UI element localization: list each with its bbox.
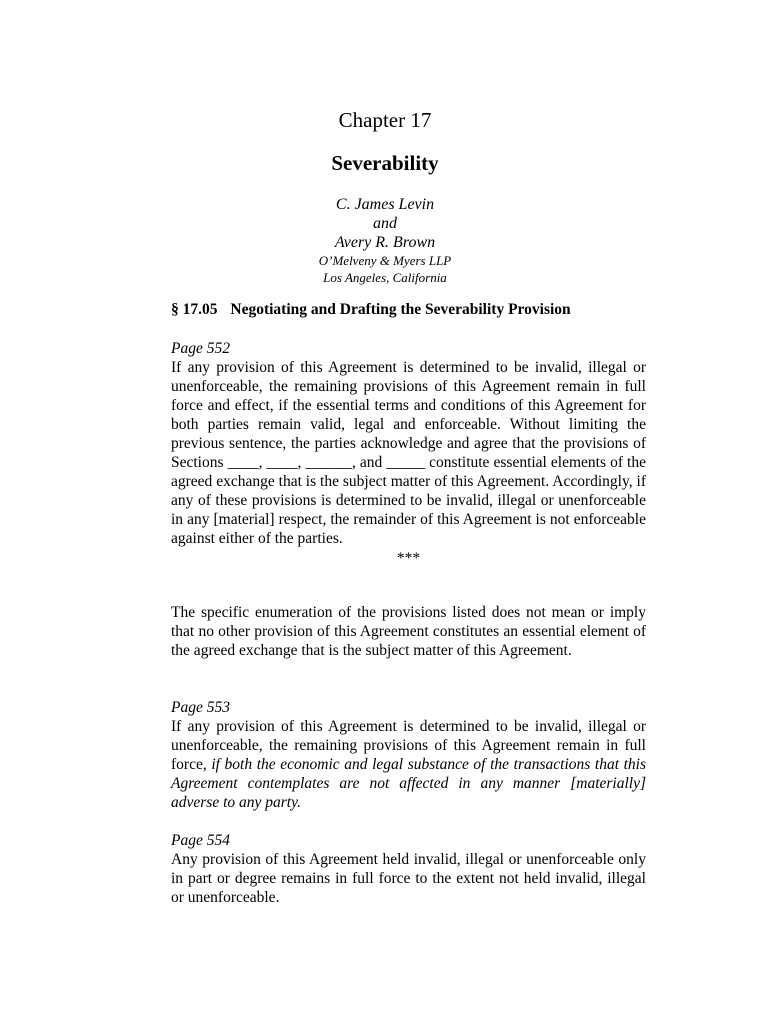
provision-block-554 [171,831,646,907]
chapter-title: Severability [331,151,439,175]
provision-text-italic: if both the economic and legal substance of the transactions that this Agreement contemplates are not affected in any manner [materially] adverse to any party. [171,756,646,811]
provision-block-552 [171,339,646,568]
provision-block-553 [171,698,646,812]
provision-text [171,717,646,812]
provision-text-plain: If any provision of this Agreement is determined to be invalid, illegal or unenforceable, the remaining provisions of this Agreement remain in full force, [171,718,646,773]
page-reference: Page 554 [171,832,230,849]
chapter-number: Chapter 17 [338,108,432,132]
page-reference: Page 552 [171,340,230,357]
firm-location: Los Angeles, California [323,270,447,285]
author-name-1: C. James Levin [335,196,435,213]
author-conjunction: and [373,215,397,232]
separator: *** [396,550,421,567]
section-title: Negotiating and Drafting the Severability Provision [230,301,571,318]
section-heading [171,301,571,319]
enumeration-paragraph [171,603,646,660]
section-number: § 17.05 [171,301,218,318]
author-name-2: Avery R. Brown [334,234,436,251]
author-block [0,195,770,286]
page-reference: Page 553 [171,699,230,716]
provision-text: If any provision of this Agreement is determined to be invalid, illegal or unenforceable, the remaining provisions of this Agreement remain in full force and effect, if the essential terms and conditions of this Agreement for both parties remain valid, legal and enforceable. Without limiting the previous sentence, the parties acknowledge and agree that the provisions of Sections ____, ____, ______, and _____ constitute essential elements of the agreed exchange that is the subject matter of this Agreement. Accordingly, if any of these provisions is determined to be invalid, illegal or unenforceable in any [material] respect, the remainder of this Agreement is not enforceable against either of the parties. [171,359,646,547]
provision-text: Any provision of this Agreement held invalid, illegal or unenforceable only in part or degree remains in full force to the extent not held invalid, illegal or unenforceable. [171,851,646,906]
provision-text: The specific enumeration of the provisions listed does not mean or imply that no other provision of this Agreement constitutes an essential element of the agreed exchange that is the subject matter of this Agreement. [171,604,646,659]
law-firm: O’Melveny & Myers LLP [318,253,452,268]
